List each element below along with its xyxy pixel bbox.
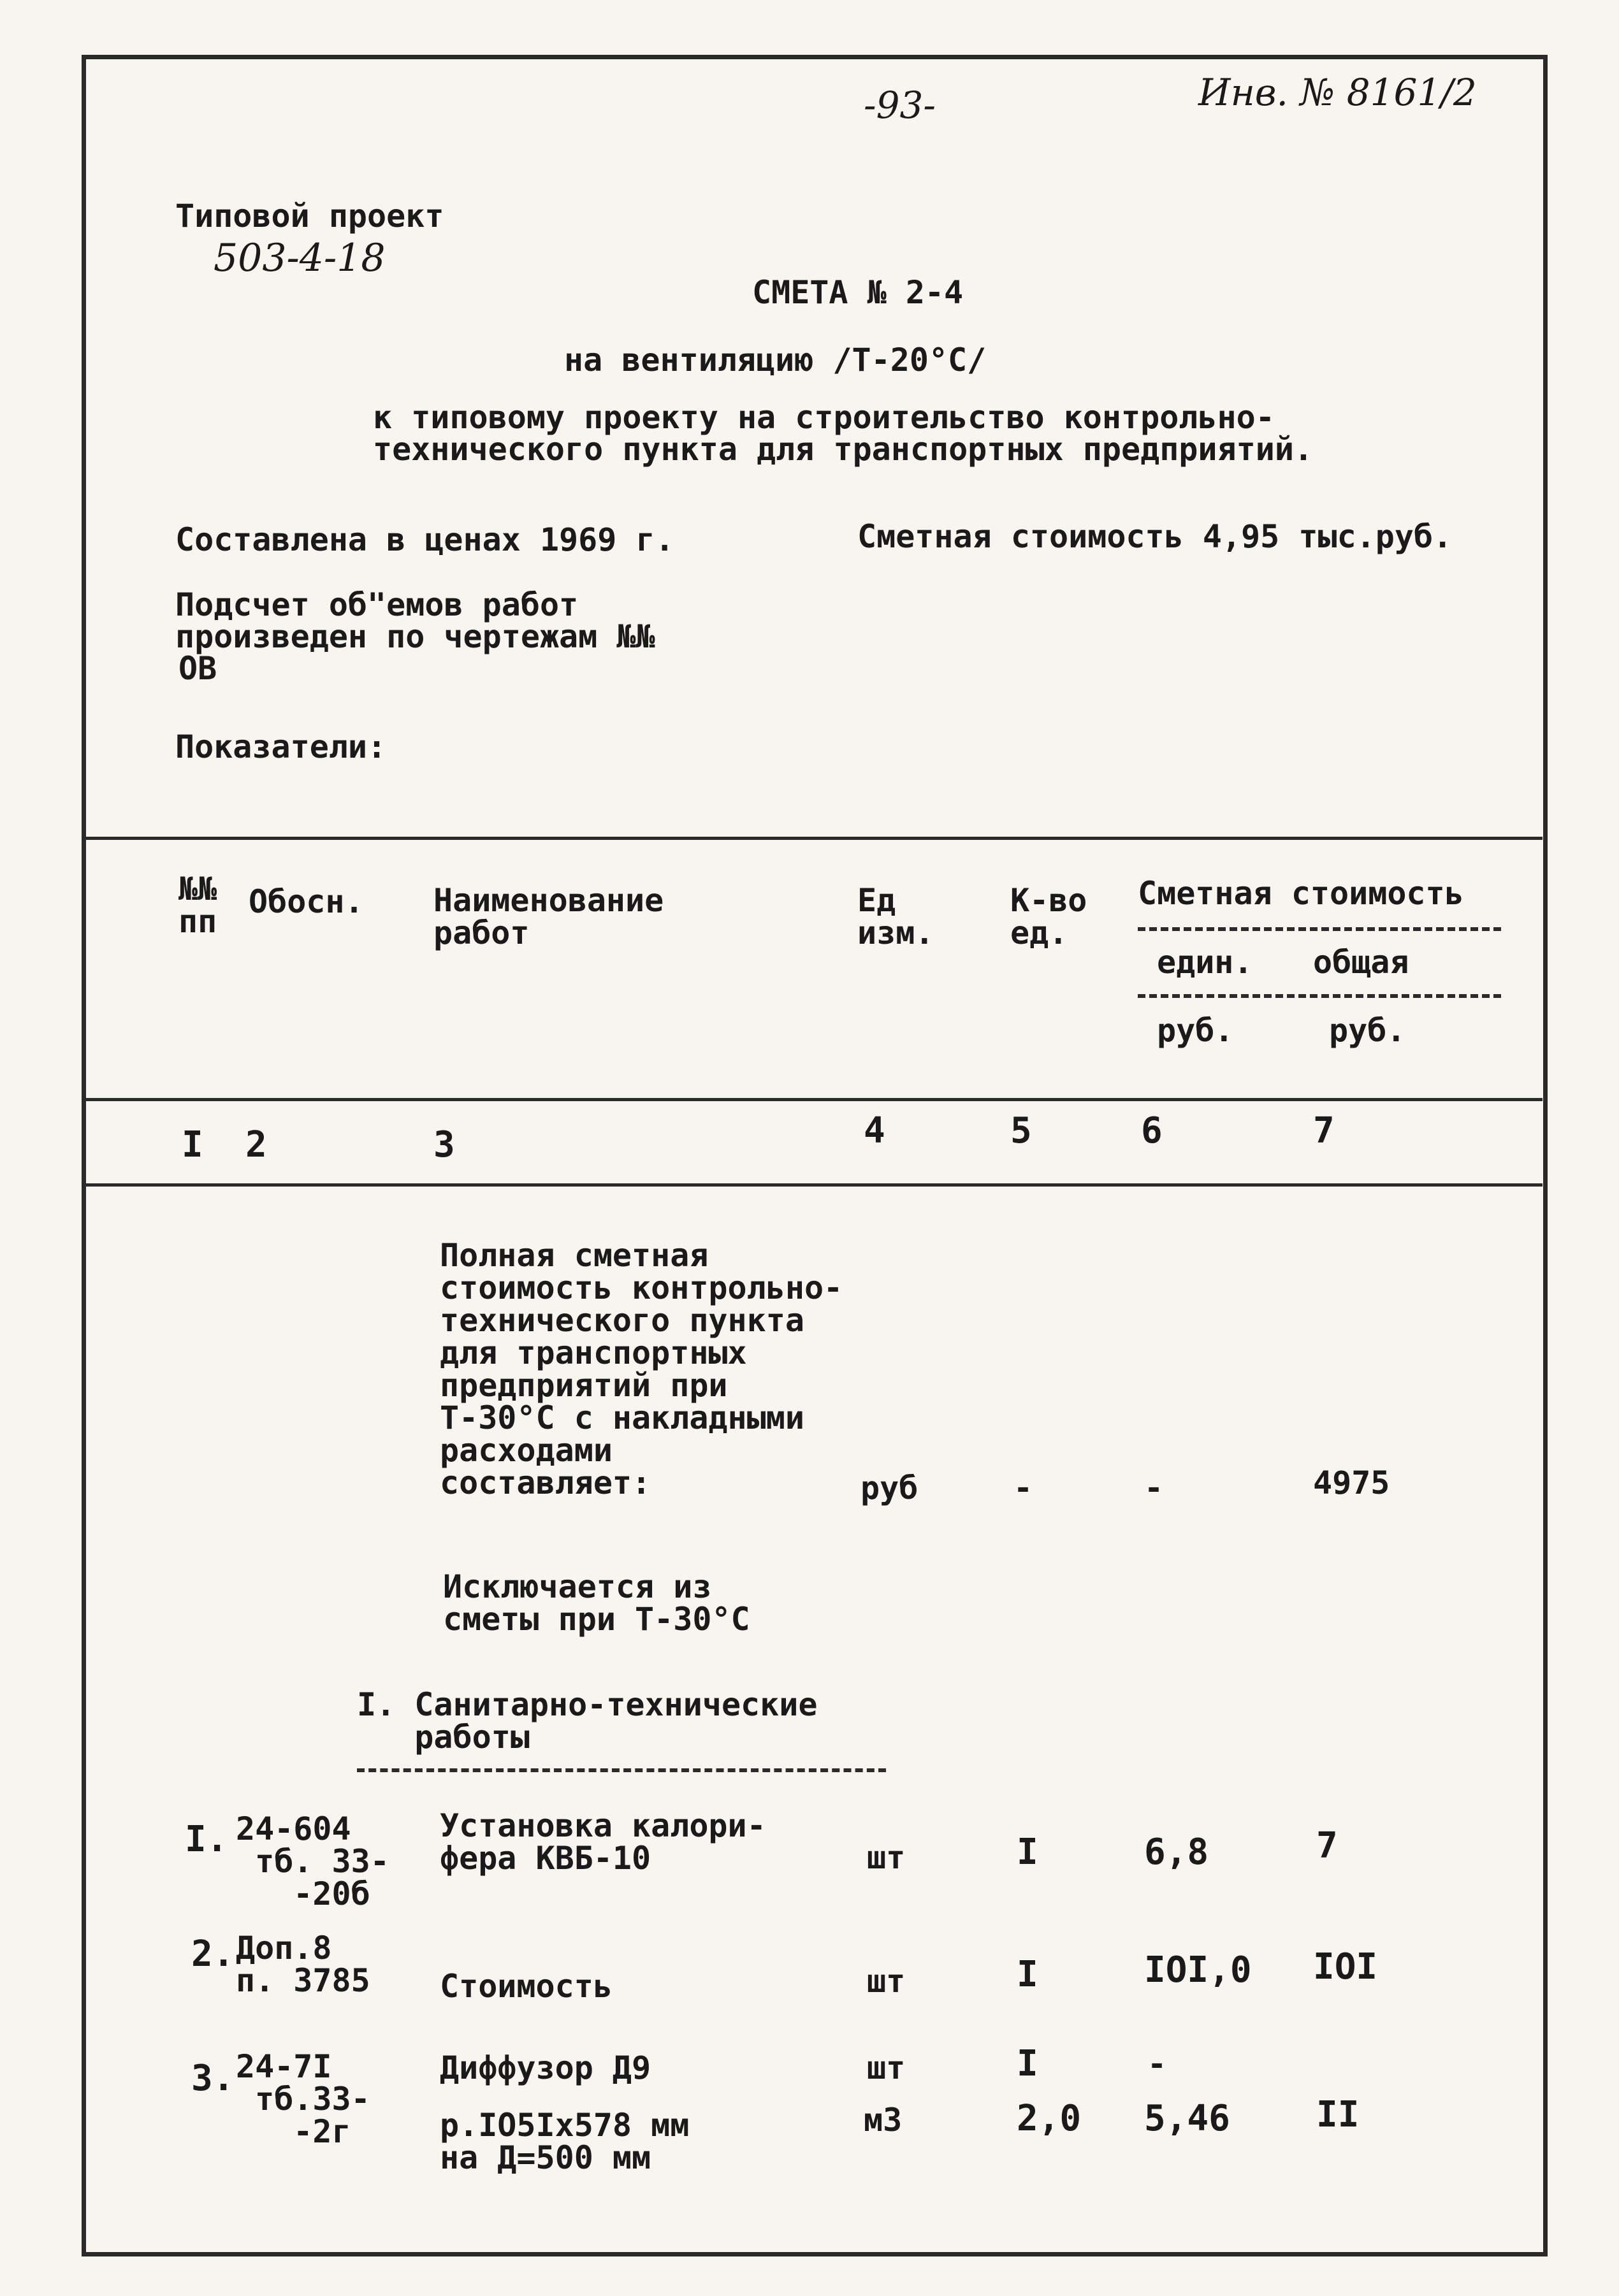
row-2-basis: Доп.8 п. 3785 <box>236 1930 370 1999</box>
row-3-num: 3. <box>191 2058 235 2099</box>
section-title: I. Санитарно-технические работы <box>357 1686 818 1756</box>
header-cost-dash <box>1138 927 1501 931</box>
estimate-cost: Сметная стоимость 4,95 тыс.руб. <box>857 518 1453 555</box>
full-cost-unit: руб <box>860 1469 918 1506</box>
row-2-qty: I <box>1017 1954 1038 1995</box>
indicators-label: Показатели: <box>175 728 387 765</box>
row-1-unit-cost: 6,8 <box>1144 1831 1209 1873</box>
row-3-name: Диффузор Д9 <box>440 2049 651 2086</box>
row-1-basis: 24-604 тб. 33- -20б <box>236 1810 389 1912</box>
row-3b-name: р.IO5Iх578 мм на Д=500 мм <box>440 2107 690 2176</box>
col-number-3: 3 <box>433 1124 455 1166</box>
full-cost-text: Полная сметная стоимость контрольно- технического пункта для транспортных предприятий при Т-30°С с накладными расходами составляет: <box>440 1237 843 1501</box>
header-qty: К-во ед. <box>1010 882 1087 951</box>
section-dash <box>357 1768 886 1772</box>
row-3-unit-cost: - <box>1147 2046 1167 2083</box>
full-cost-total: 4975 <box>1313 1464 1390 1501</box>
header-name: Наименование работ <box>433 882 664 951</box>
row-1-unit: шт <box>867 1839 906 1876</box>
col-number-1: I <box>182 1124 203 1166</box>
header-num: №№ пп <box>178 870 217 940</box>
volumes-line1: Подсчет об"емов работ <box>175 586 579 623</box>
header-cost: Сметная стоимость <box>1138 875 1464 912</box>
page-frame <box>82 55 1548 2256</box>
row-3-unit: шт <box>867 2049 906 2086</box>
row-3b-total: II <box>1316 2094 1360 2135</box>
row-3b-qty: 2,0 <box>1017 2098 1082 2139</box>
header-rub2: руб. <box>1329 1012 1406 1049</box>
row-1-num: I. <box>185 1819 228 1860</box>
header-bottom-rule <box>86 1098 1543 1101</box>
prices-compiled: Составлена в ценах 1969 г. <box>175 521 674 558</box>
full-cost-qty: - <box>1013 1469 1033 1506</box>
table-top-rule <box>86 837 1543 840</box>
estimate-subject: на вентиляцию /Т-20°С/ <box>564 342 987 379</box>
row-3b-unit-cost: 5,46 <box>1144 2098 1230 2139</box>
estimate-desc-line1: к типовому проекту на строительство контрольно- <box>373 399 1275 436</box>
excluded-text: Исключается из сметы при Т-30°С <box>443 1568 750 1638</box>
project-number: 503-4-18 <box>214 236 386 280</box>
row-1-name: Установка калори- фера КВБ-10 <box>440 1807 766 1877</box>
col-number-5: 5 <box>1010 1110 1032 1152</box>
row-2-name: Стоимость <box>440 1968 613 2005</box>
row-2-num: 2. <box>191 1933 235 1975</box>
col-number-2: 2 <box>245 1124 267 1166</box>
header-total-cost: общая <box>1313 944 1409 981</box>
row-1-total: 7 <box>1316 1825 1338 1866</box>
project-label: Типовой проект <box>175 198 444 235</box>
volumes-line3: ОВ <box>178 650 217 687</box>
row-2-unit: шт <box>867 1963 906 2000</box>
row-2-unit-cost: IOI,0 <box>1144 1949 1252 1991</box>
full-cost-unit-cost: - <box>1144 1469 1164 1506</box>
col-number-4: 4 <box>864 1110 885 1152</box>
estimate-desc-line2: технического пункта для транспортных предприятий. <box>373 431 1314 468</box>
col-number-7: 7 <box>1313 1110 1335 1152</box>
inventory-number: Инв. № 8161/2 <box>1198 71 1477 114</box>
row-3-basis: 24-7I тб.33- -2г <box>236 2048 370 2150</box>
header-basis: Обосн. <box>249 883 364 920</box>
row-3b-unit: м3 <box>864 2102 903 2139</box>
row-2-total: IOI <box>1313 1946 1378 1988</box>
volumes-line2: произведен по чертежам №№ <box>175 618 655 655</box>
header-rub1: руб. <box>1157 1012 1234 1049</box>
header-rub-dash <box>1138 994 1501 998</box>
row-3-qty: I <box>1017 2043 1038 2084</box>
col-numbers-bottom-rule <box>86 1183 1543 1187</box>
header-unit-cost: един. <box>1157 944 1253 981</box>
row-1-qty: I <box>1017 1831 1038 1873</box>
page-number: -93- <box>864 83 936 127</box>
col-number-6: 6 <box>1141 1110 1163 1152</box>
estimate-title: СМЕТА № 2-4 <box>752 274 964 311</box>
header-unit: Ед изм. <box>857 882 934 951</box>
